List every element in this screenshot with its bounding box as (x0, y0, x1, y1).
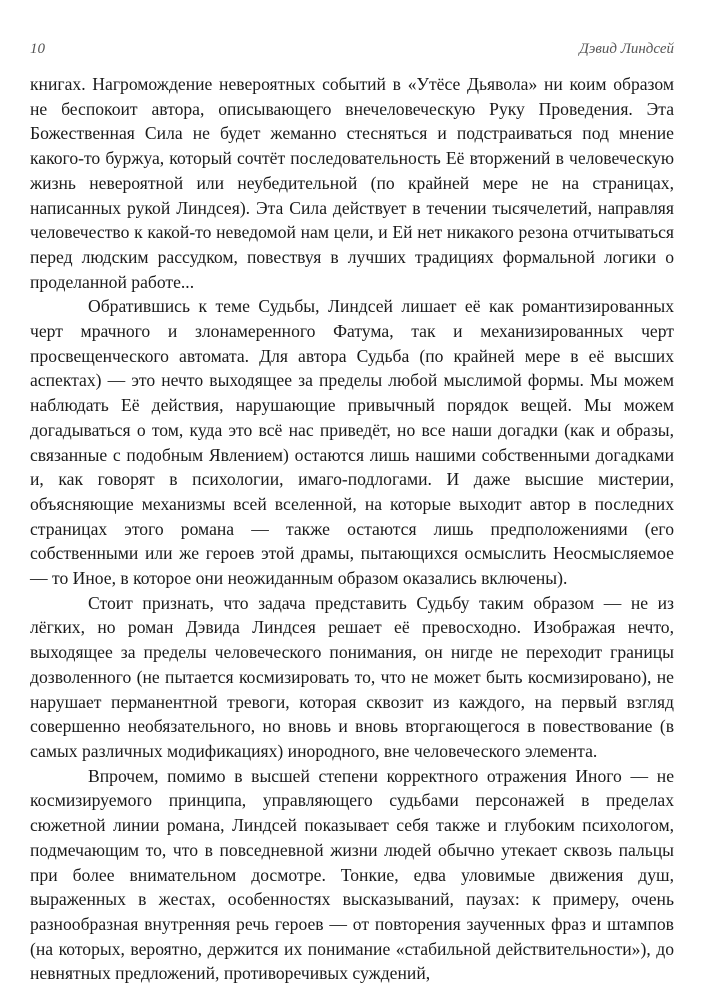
running-title: Дэвид Линдсей (579, 41, 674, 57)
body-text (30, 72, 674, 986)
page-number: 10 (30, 41, 45, 57)
paragraph: Впрочем, помимо в высшей степени корректного отражения Иного — не космизируемого принципа, управляющего судьбами персонажей в пределах сюжетной линии романа, Линдсей показывает себя также и глубоким психологом, подмечающим то, что в повседневной жизни людей обычно утекает сквозь пальцы при более внимательном досмотре. Тонкие, едва уловимые движения душ, выраженных в жестах, особенностях высказываний, паузах: к примеру, очень разнообразная внутренняя речь героев — от повторения заученных фраз и штампов (на которых, вероятно, держится их понимание «стабильной действительности»), до невнятных предложений, противоречивых суждений, (30, 765, 674, 984)
paragraph: Обратившись к теме Судьбы, Линдсей лишает её как романтизированных черт мрачного и злонамеренного Фатума, так и механизированных черт просвещенческого автомата. Для автора Судьба (по крайней мере в её высших аспектах) — это нечто выходящее за пределы любой мыслимой формы. Мы можем наблюдать Её действия, нарушающие привычный порядок вещей. Мы можем догадываться о том, куда это всё нас приведёт, но все наши догадки (как и образы, связанные с подобным Явлением) остаются лишь нашими собственными догадками и, как говорят в психологии, имаго-подлогами. И даже высшие мистерии, объясняющие механизмы всей вселенной, на которые выходит автор в последних страницах этого романа — также остаются лишь предположениями (его собственными или же героев этой драмы, пытающихся осмыслить Неосмысляемое — то Иное, в которое они неожиданным образом оказались включены). (30, 296, 674, 589)
paragraph: Стоит признать, что задача представить Судьбу таким образом — не из лёгких, но роман Дэвида Линдсея решает её превосходно. Изображая нечто, выходящее за пределы человеческого понимания, он нигде не переходит границы дозволенного (не пытается космизировать то, что не может быть космизировано), не нарушает перманентной тревоги, которая сквозит из каждого, на первый взгляд совершенно необязательного, но вновь и вновь вторгающегося в повествование (в самых различных модификациях) инородного, вне человеческого элемента. (30, 592, 674, 761)
paragraph-continued: книгах. Нагромождение невероятных событий в «Утёсе Дьявола» ни коим образом не беспокоит автора, описывающего внечеловеческую Руку Проведения. Эта Божественная Сила не будет жеманно стесняться и подстраиваться под мнение какого-то буржуа, который сочтёт последовательность Её вторжений в человеческую жизнь невероятной или неубедительной (по крайней мере не на страницах, написанных рукой Линдсея). Эта Сила действует в течении тысячелетий, направляя человечество к какой-то неведомой нам цели, и Ей нет никакого резона отчитываться перед людским рассудком, повествуя в лучших традициях формальной логики о проделанной работе... (30, 74, 674, 292)
running-head (30, 41, 674, 65)
